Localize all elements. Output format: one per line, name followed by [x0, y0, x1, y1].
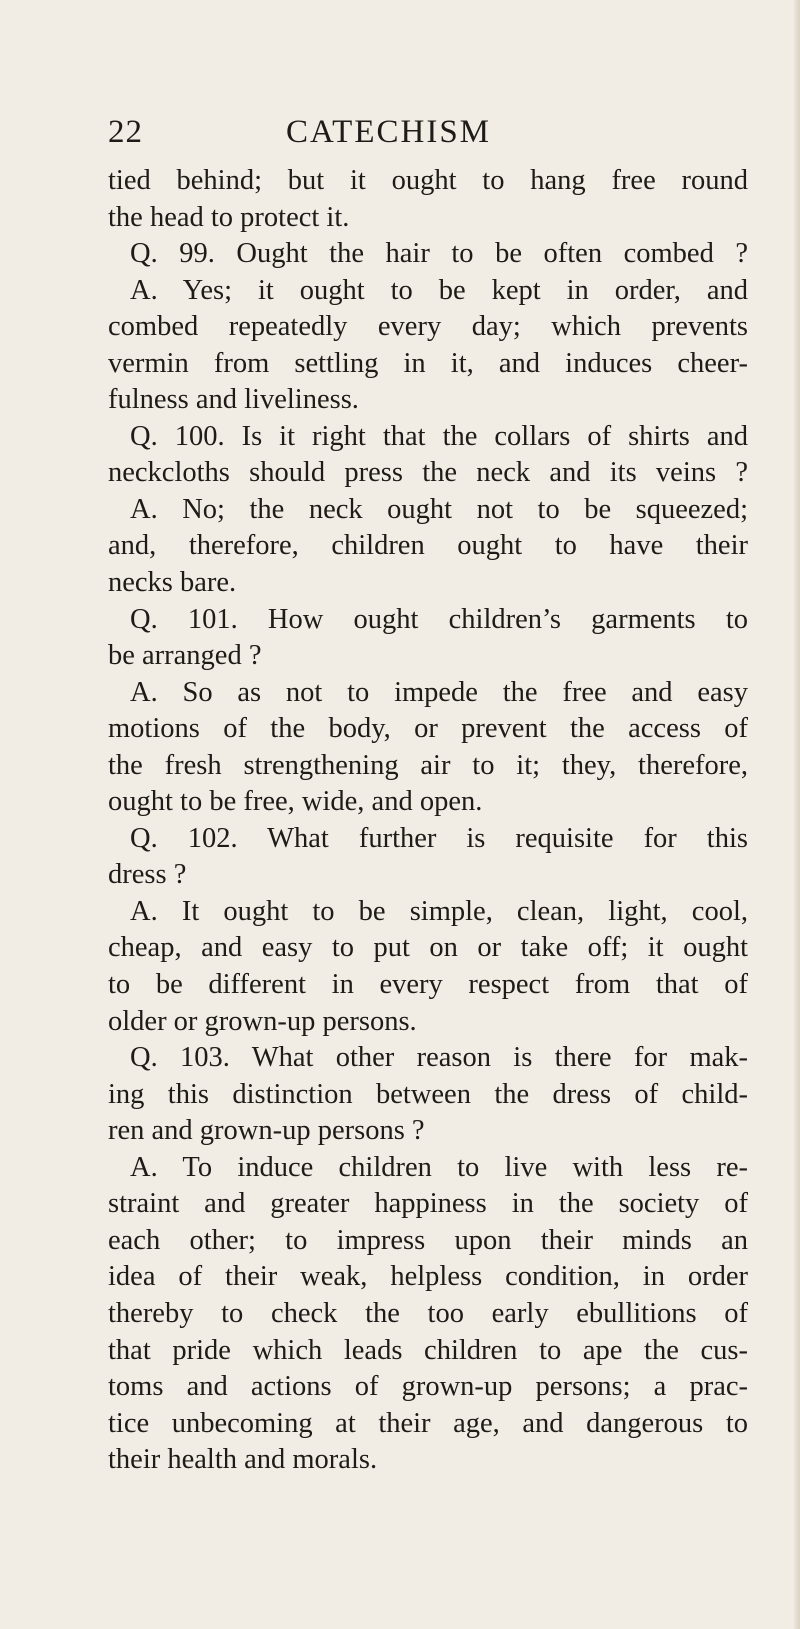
text-line: A. To induce children to live with less re-	[130, 1151, 748, 1183]
text-line: combed repeatedly every day; which prevents	[108, 311, 748, 343]
text-line: Q. 102. What further is requisite for this	[130, 822, 748, 854]
text-line: ren and grown-up persons ?	[108, 1115, 425, 1147]
text-line: Q. 103. What other reason is there for mak-	[130, 1042, 748, 1074]
text-line: and, therefore, children ought to have their	[108, 530, 748, 562]
text-line: each other; to impress upon their minds an	[108, 1224, 748, 1256]
text-line: tice unbecoming at their age, and dangerous to	[108, 1407, 748, 1439]
text-line: cheap, and easy to put on or take off; it ought	[108, 932, 748, 964]
text-line: to be different in every respect from that of	[108, 969, 748, 1001]
text-line: be arranged ?	[108, 640, 262, 672]
text-line: their health and morals.	[108, 1444, 378, 1476]
text-line: A. No; the neck ought not to be squeezed;	[130, 493, 748, 525]
text-line: straint and greater happiness in the society of	[108, 1188, 748, 1220]
text-line: dress ?	[108, 859, 187, 891]
text-line: the fresh strengthening air to it; they, therefore,	[108, 749, 748, 781]
text-line: that pride which leads children to ape the cus-	[108, 1334, 748, 1366]
text-line: motions of the body, or prevent the access of	[108, 713, 748, 745]
text-line: fulness and liveliness.	[108, 384, 359, 416]
text-line: A. Yes; it ought to be kept in order, and	[130, 274, 748, 306]
text-line: necks bare.	[108, 567, 237, 599]
text-line: Q. 101. How ought children’s garments to	[130, 603, 748, 635]
text-line: Q. 99. Ought the hair to be often combed ?	[130, 238, 748, 270]
text-line: Q. 100. Is it right that the collars of shirts and	[130, 420, 748, 452]
text-line: vermin from settling in it, and induces cheer-	[108, 347, 748, 379]
text-body	[108, 163, 748, 1479]
text-line: older or grown-up persons.	[108, 1005, 417, 1037]
text-line: tied behind; but it ought to hang free round	[108, 165, 748, 196]
running-title: CATECHISM	[286, 114, 492, 150]
text-line: the head to protect it.	[108, 201, 350, 233]
text-line: ing this distinction between the dress of child-	[108, 1078, 748, 1110]
text-line: thereby to check the too early ebullitions of	[108, 1297, 748, 1329]
text-line: ought to be free, wide, and open.	[108, 786, 483, 818]
text-line: A. It ought to be simple, clean, light, cool,	[130, 895, 748, 927]
running-head	[108, 112, 748, 152]
page-number: 22	[108, 114, 143, 150]
text-line: toms and actions of grown-up persons; a prac-	[108, 1371, 748, 1403]
page-edge	[794, 0, 800, 1629]
text-line: A. So as not to impede the free and easy	[130, 676, 748, 708]
text-line: idea of their weak, helpless condition, in order	[108, 1261, 748, 1293]
text-line: neckcloths should press the neck and its veins ?	[108, 457, 748, 489]
